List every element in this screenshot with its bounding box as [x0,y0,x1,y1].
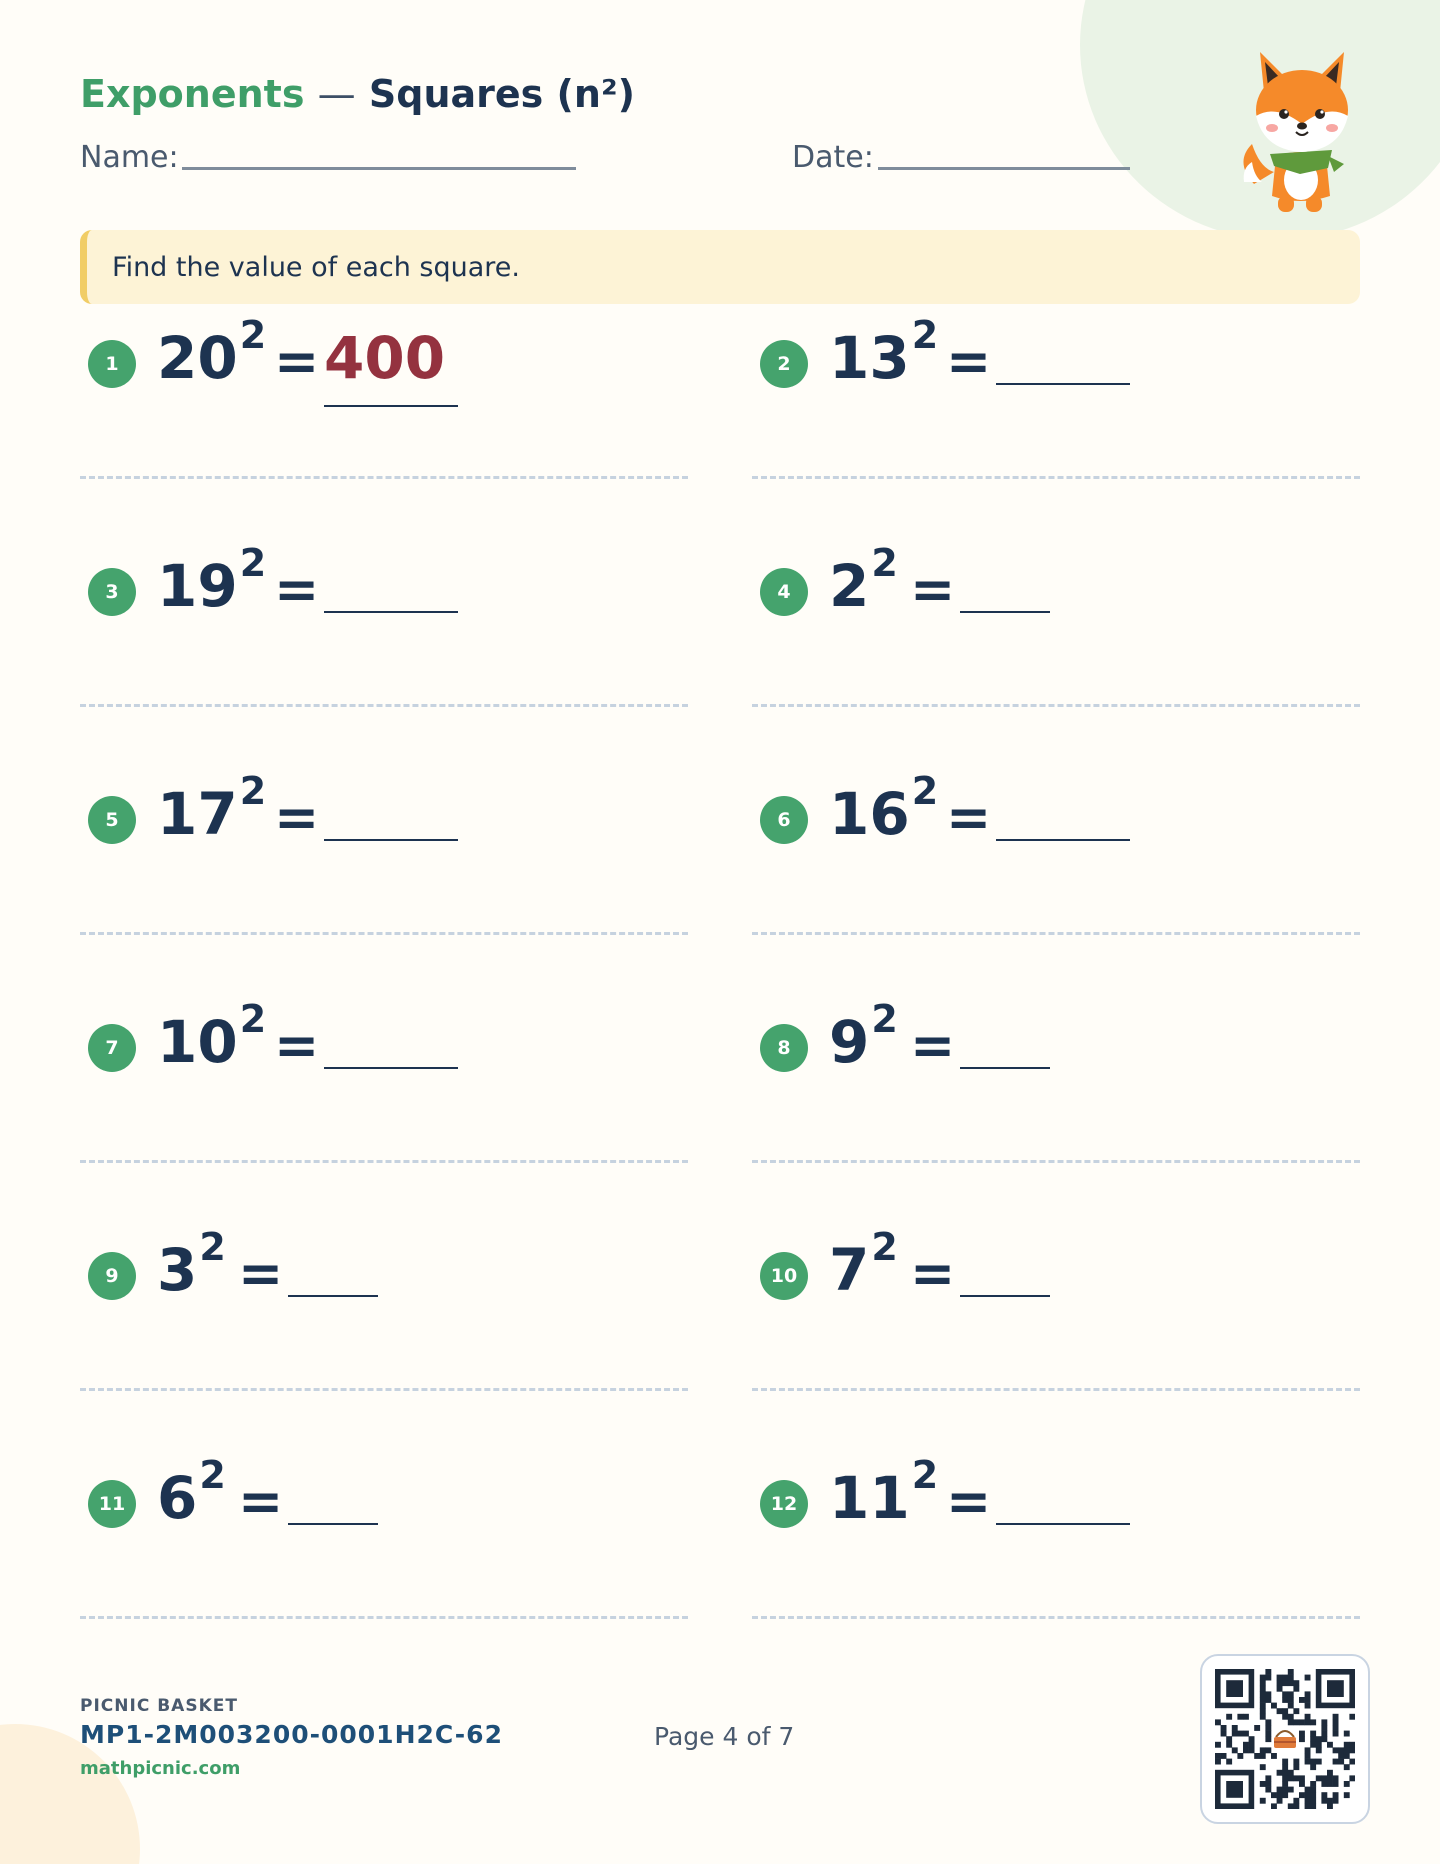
problem-1 [80,290,688,400]
problem-number-badge: 1 [88,340,136,388]
qr-code [1200,1654,1370,1824]
answer-line[interactable] [324,839,458,841]
problem-expression [829,997,898,1076]
answer-line[interactable] [288,1523,378,1525]
problem-12 [752,1430,1360,1540]
equals-sign: = [274,1014,320,1077]
row-separator [80,704,688,707]
fox-mascot-icon [1240,44,1368,216]
problem-number-badge: 4 [760,568,808,616]
problem-11 [80,1430,688,1540]
problem-expression [829,1453,939,1532]
row-separator [752,1616,1360,1619]
problem-exponent: 2 [199,1453,226,1497]
name-line[interactable] [182,167,576,170]
problem-number-badge: 6 [760,796,808,844]
date-line[interactable] [878,167,1130,170]
answer-line[interactable] [996,1523,1130,1525]
problem-expression [829,541,898,620]
problem-expression [157,769,267,848]
qr-code-icon [1215,1669,1355,1809]
worksheet-code: MP1-2M003200-0001H2C-62 [80,1720,503,1749]
equals-sign: = [274,786,320,849]
equals-sign: = [274,330,320,393]
problem-base: 2 [829,552,870,620]
problem-expression [157,1225,226,1304]
problem-expression [829,769,939,848]
problem-base: 19 [157,552,238,620]
problem-base: 6 [157,1464,198,1532]
row-separator [752,932,1360,935]
answer-line[interactable] [960,611,1050,613]
problem-number-badge: 2 [760,340,808,388]
answer-line[interactable] [324,405,458,407]
row-separator [752,1388,1360,1391]
equals-sign: = [946,330,992,393]
answer-value: 400 [324,324,446,392]
problem-9 [80,1202,688,1312]
equals-sign: = [274,558,320,621]
row-separator [80,932,688,935]
problem-number-badge: 8 [760,1024,808,1072]
problem-expression [829,1225,898,1304]
problem-3 [80,518,688,628]
equals-sign: = [910,1014,956,1077]
problem-base: 11 [829,1464,910,1532]
equals-sign: = [910,558,956,621]
problem-expression [157,1453,226,1532]
answer-line[interactable] [324,1067,458,1069]
problem-exponent: 2 [199,1225,226,1269]
row-separator [80,1616,688,1619]
problem-2 [752,290,1360,400]
instructions-text: Find the value of each square. [112,251,520,283]
page-number: Page 4 of 7 [654,1722,795,1751]
problem-number-badge: 7 [88,1024,136,1072]
title-topic: Exponents [80,72,305,116]
problem-number-badge: 12 [760,1480,808,1528]
row-separator [80,1160,688,1163]
answer-line[interactable] [288,1295,378,1297]
problem-number-badge: 5 [88,796,136,844]
problem-expression [829,313,939,392]
problem-base: 17 [157,780,238,848]
problem-4 [752,518,1360,628]
problem-base: 16 [829,780,910,848]
problem-base: 3 [157,1236,198,1304]
problem-7 [80,974,688,1084]
problem-5 [80,746,688,856]
problem-number-badge: 11 [88,1480,136,1528]
problem-exponent: 2 [911,313,939,357]
name-label: Name: [80,140,179,175]
website-link[interactable]: mathpicnic.com [80,1758,241,1779]
problem-exponent: 2 [871,1225,898,1269]
answer-line[interactable] [960,1067,1050,1069]
problem-expression [157,541,267,620]
row-separator [80,1388,688,1391]
answer-line[interactable] [960,1295,1050,1297]
answer-line[interactable] [996,839,1130,841]
problem-base: 13 [829,324,910,392]
problem-exponent: 2 [239,769,267,813]
equals-sign: = [946,786,992,849]
date-label: Date: [792,140,874,175]
problem-exponent: 2 [911,769,939,813]
problem-exponent: 2 [239,541,267,585]
answer-line[interactable] [996,383,1130,385]
problem-base: 9 [829,1008,870,1076]
answer-line[interactable] [324,611,458,613]
equals-sign: = [238,1242,284,1305]
problem-exponent: 2 [239,997,267,1041]
problem-base: 10 [157,1008,238,1076]
problem-number-badge: 9 [88,1252,136,1300]
equals-sign: = [238,1470,284,1533]
title-dash: — [317,72,356,116]
problem-6 [752,746,1360,856]
row-separator [80,476,688,479]
problem-number-badge: 3 [88,568,136,616]
brand-name: PICNIC BASKET [80,1696,238,1716]
problem-exponent: 2 [871,541,898,585]
problem-exponent: 2 [871,997,898,1041]
equals-sign: = [910,1242,956,1305]
row-separator [752,704,1360,707]
row-separator [752,1160,1360,1163]
problem-number-badge: 10 [760,1252,808,1300]
problem-expression [157,313,267,392]
page-title [80,72,635,116]
problem-10 [752,1202,1360,1312]
problem-exponent: 2 [911,1453,939,1497]
problem-base: 7 [829,1236,870,1304]
problem-8 [752,974,1360,1084]
problem-base: 20 [157,324,238,392]
problem-expression [157,997,267,1076]
row-separator [752,476,1360,479]
title-subtopic: Squares (n²) [368,72,635,116]
equals-sign: = [946,1470,992,1533]
problem-exponent: 2 [239,313,267,357]
